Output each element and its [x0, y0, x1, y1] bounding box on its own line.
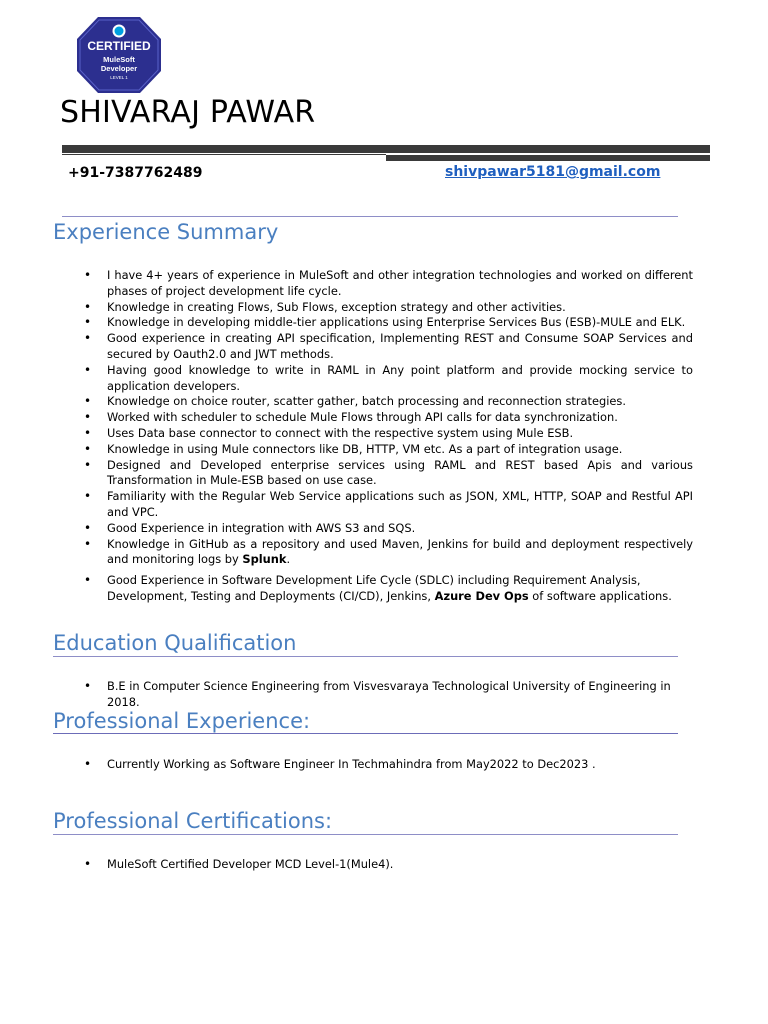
certifications-list	[84, 857, 704, 873]
item-bold: Splunk	[242, 552, 287, 567]
list-item: • Worked with scheduler to schedule Mule Flows through API calls for data synchronization.	[84, 410, 693, 426]
badge-title: CERTIFIED	[87, 39, 151, 53]
header-bar-accent	[386, 155, 710, 161]
list-item: • Knowledge on choice router, scatter gather, batch processing and reconnection strategies.	[84, 394, 693, 410]
list-item: • Knowledge in creating Flows, Sub Flows, exception strategy and other activities.	[84, 300, 693, 316]
item-tail: of software applications.	[528, 588, 672, 603]
education-heading: Education Qualification	[53, 631, 297, 655]
list-item: • B.E in Computer Science Engineering from Visvesvaraya Technological University of Engineering in 2018.	[84, 679, 704, 711]
item-text: Good Experience in Software Development Life Cycle (SDLC) including Requirement Analysis, Development, Testing and Deployments (CI/CD), Jenkins,	[107, 573, 641, 603]
header-bar	[62, 145, 710, 153]
item-bold: Azure Dev Ops	[434, 588, 529, 603]
professional-experience-list	[84, 757, 704, 773]
list-item: • I have 4+ years of experience in MuleSoft and other integration technologies and worked on different phases of project development life cycle.	[84, 268, 693, 300]
badge-line2: Developer	[100, 64, 138, 73]
section-rule	[62, 216, 678, 217]
list-item: • MuleSoft Certified Developer MCD Level-1(Mule4).	[84, 857, 704, 873]
badge-line3: LEVEL 1	[110, 75, 128, 80]
list-item: • Familiarity with the Regular Web Service applications such as JSON, XML, HTTP, SOAP and Restful API and VPC.	[84, 489, 693, 521]
list-item: • Knowledge in using Mule connectors like DB, HTTP, VM etc. As a part of integration usage.	[84, 442, 693, 458]
item-text: Knowledge in GitHub as a repository and used Maven, Jenkins for build and deployment respectively and monitoring logs by	[107, 536, 693, 567]
list-item: • Currently Working as Software Engineer In Techmahindra from May2022 to Dec2023 .	[84, 757, 704, 773]
candidate-name: SHIVARAJ PAWAR	[60, 95, 316, 130]
list-item: • Uses Data base connector to connect with the respective system using Mule ESB.	[84, 426, 693, 442]
badge-line1: MuleSoft	[103, 55, 135, 64]
section-rule	[53, 656, 678, 657]
section-rule	[53, 733, 678, 734]
professional-experience-heading: Professional Experience:	[53, 709, 311, 733]
list-item: • Designed and Developed enterprise services using RAML and REST based Apis and various Transformation in Mule-ESB based on use case.	[84, 458, 693, 490]
list-item: • Knowledge in developing middle-tier applications using Enterprise Services Bus (ESB)-MULE and ELK.	[84, 315, 693, 331]
experience-summary-heading: Experience Summary	[53, 220, 279, 244]
experience-summary-list	[84, 268, 693, 605]
item-tail: .	[286, 552, 291, 567]
certifications-heading: Professional Certifications:	[53, 809, 333, 833]
certification-badge	[76, 15, 162, 95]
mulesoft-badge-icon	[76, 15, 162, 95]
phone-number: +91-7387762489	[68, 165, 203, 181]
email-link[interactable]: shivpawar5181@gmail.com	[445, 164, 661, 180]
list-item	[84, 537, 693, 569]
list-item	[84, 573, 693, 605]
section-rule	[53, 834, 678, 835]
education-list	[84, 679, 704, 711]
list-item: • Having good knowledge to write in RAML in Any point platform and provide mocking service to application developers.	[84, 363, 693, 395]
list-item: • Good experience in creating API specification, Implementing REST and Consume SOAP Services and secured by Oauth2.0 and JWT methods.	[84, 331, 693, 363]
header-divider	[62, 154, 386, 155]
list-item: • Good Experience in integration with AWS S3 and SQS.	[84, 521, 693, 537]
